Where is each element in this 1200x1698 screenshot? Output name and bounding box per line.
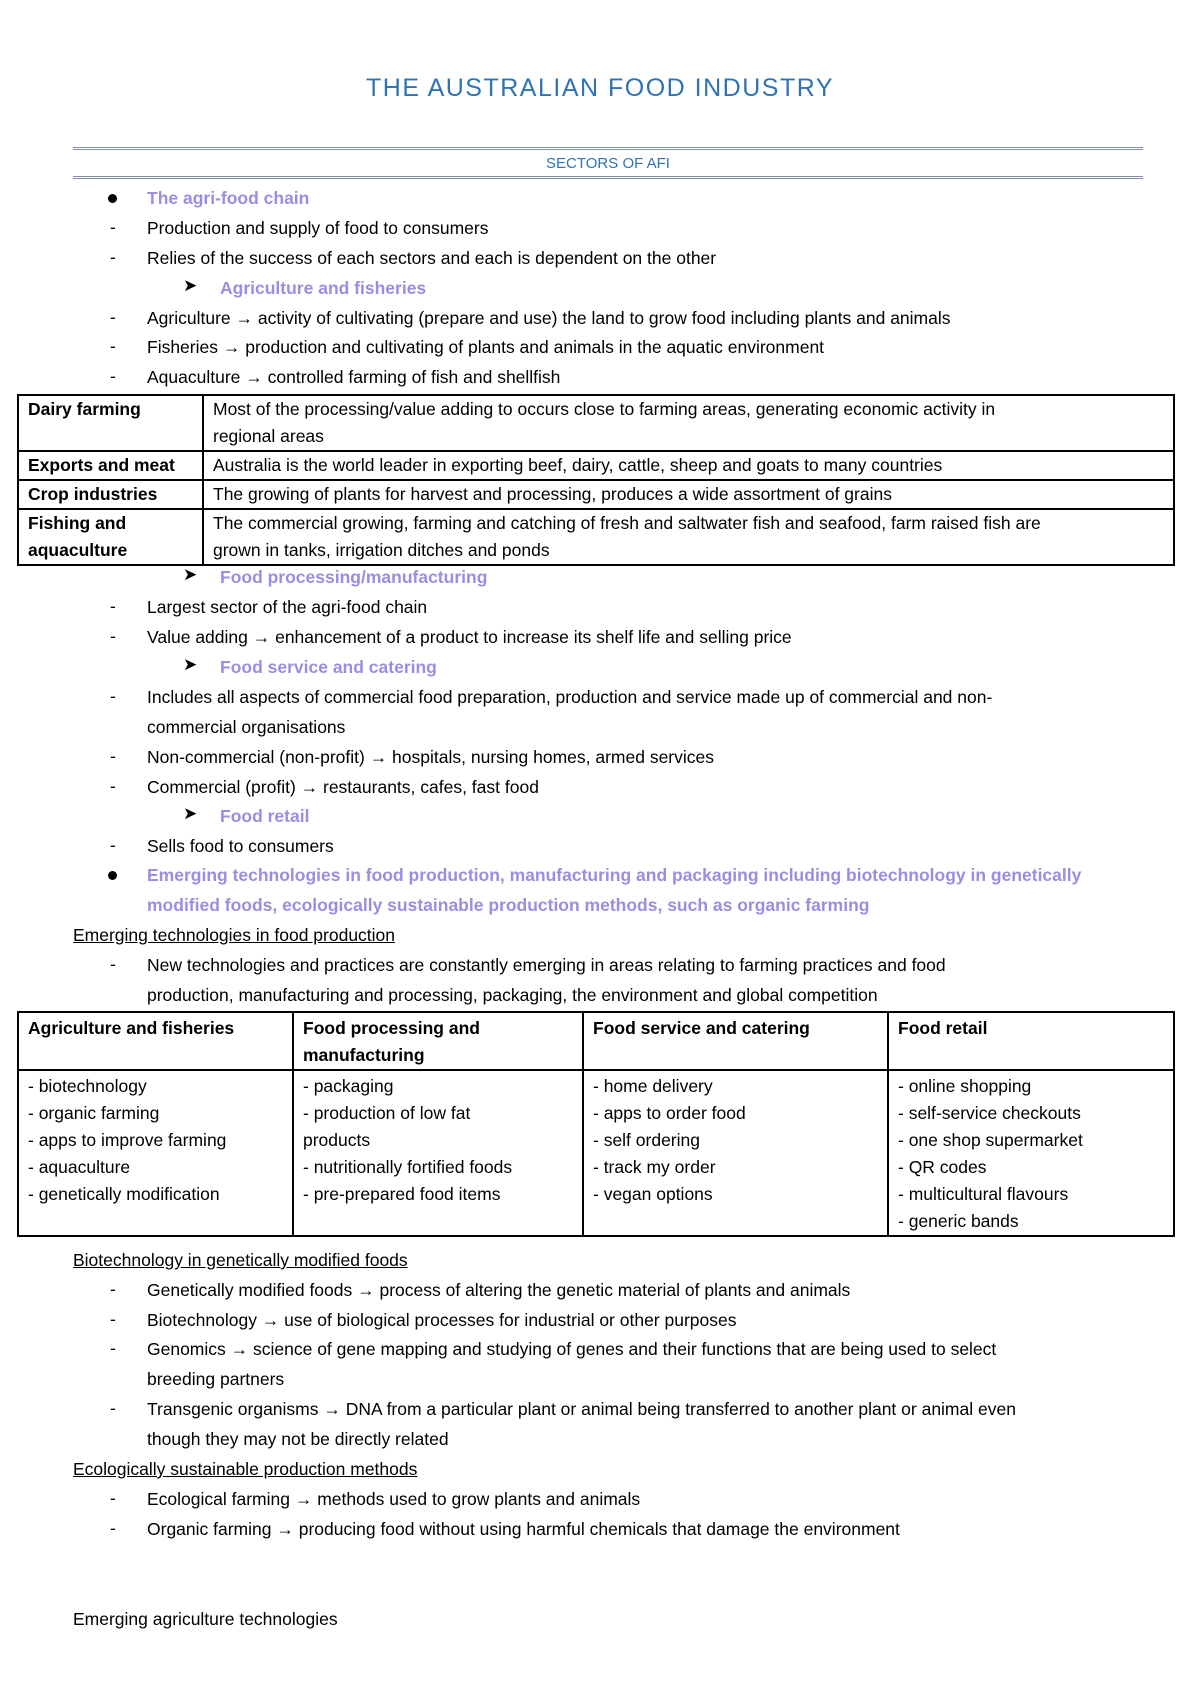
dash-icon: -	[110, 1518, 116, 1538]
table-cell-term: Fishing and aquaculture	[18, 509, 203, 565]
dash-icon: -	[110, 835, 116, 855]
table-row	[18, 1070, 1174, 1236]
table-row	[18, 395, 1174, 451]
table-cell: - packaging - production of low fat products - nutritionally fortified foods - pre-prepared food items	[293, 1070, 583, 1236]
table-header: Food service and catering	[583, 1012, 888, 1070]
list-item: Includes all aspects of commercial food preparation, production and service made up of commercial and non-	[147, 687, 993, 707]
dash-icon: -	[110, 1488, 116, 1508]
table-header: Food processing and manufacturing	[293, 1012, 583, 1070]
table-header: Food retail	[888, 1012, 1174, 1070]
food-service-heading: Food service and catering	[220, 657, 437, 677]
list-item: Sells food to consumers	[147, 836, 334, 856]
bullet-icon	[108, 194, 117, 203]
footer-heading: Emerging agriculture technologies	[73, 1609, 338, 1629]
list-item: Agriculture → activity of cultivating (prepare and use) the land to grow food including plants and animals	[147, 308, 951, 328]
section-heading: SECTORS OF AFI	[546, 155, 670, 172]
agri-food-chain-heading: The agri-food chain	[147, 188, 310, 208]
table-cell-desc: Most of the processing/value adding to occurs close to farming areas, generating economic activity in regional areas	[203, 395, 1174, 451]
table-cell: - home delivery - apps to order food - self ordering - track my order - vegan options	[583, 1070, 888, 1236]
dash-icon: -	[110, 626, 116, 646]
list-item: Genetically modified foods → process of altering the genetic material of plants and animals	[147, 1280, 851, 1300]
arrowhead-bullet-icon: ➤	[183, 655, 198, 674]
list-item: Fisheries → production and cultivating of plants and animals in the aquatic environment	[147, 337, 825, 357]
dash-icon: -	[110, 1338, 116, 1358]
dash-icon: -	[110, 1279, 116, 1299]
list-item: Value adding → enhancement of a product to increase its shelf life and selling price	[147, 627, 792, 647]
biotech-subheading: Biotechnology in genetically modified foods	[73, 1250, 408, 1270]
food-processing-heading: Food processing/manufacturing	[220, 567, 488, 587]
agriculture-sectors-table	[17, 394, 1175, 566]
document-title: THE AUSTRALIAN FOOD INDUSTRY	[366, 74, 834, 102]
table-cell-term: Exports and meat	[18, 451, 203, 480]
emerging-technologies-table	[17, 1011, 1175, 1237]
list-item: Non-commercial (non-profit) → hospitals, nursing homes, armed services	[147, 747, 715, 767]
table-cell-desc: The commercial growing, farming and catching of fresh and saltwater fish and seafood, farm raised fish are grown in tanks, irrigation ditches and ponds	[203, 509, 1174, 565]
dash-icon: -	[110, 954, 116, 974]
list-item-continuation: breeding partners	[147, 1369, 285, 1389]
heading-rule-bottom	[73, 176, 1143, 179]
bullet-icon	[108, 871, 117, 880]
dash-icon: -	[110, 217, 116, 237]
dash-icon: -	[110, 746, 116, 766]
list-item: Production and supply of food to consumers	[147, 218, 489, 238]
list-item: New technologies and practices are constantly emerging in areas relating to farming practices and food	[147, 955, 946, 975]
list-item-continuation: though they may not be directly related	[147, 1429, 449, 1449]
emerging-heading: Emerging technologies in food production, manufacturing and packaging including biotechnology in genetically	[147, 865, 1082, 885]
dash-icon: -	[110, 1309, 116, 1329]
list-item: Relies of the success of each sectors and each is dependent on the other	[147, 248, 717, 268]
eco-subheading: Ecologically sustainable production methods	[73, 1459, 418, 1479]
food-retail-heading: Food retail	[220, 806, 310, 826]
table-row	[18, 451, 1174, 480]
heading-rule-top	[73, 147, 1143, 150]
table-row	[18, 509, 1174, 565]
list-item: Aquaculture → controlled farming of fish and shellfish	[147, 367, 561, 387]
dash-icon: -	[110, 307, 116, 327]
table-row	[18, 480, 1174, 509]
list-item: Organic farming → producing food without using harmful chemicals that damage the environment	[147, 1519, 900, 1539]
table-cell-desc: The growing of plants for harvest and processing, produces a wide assortment of grains	[203, 480, 1174, 509]
table-cell-term: Crop industries	[18, 480, 203, 509]
table-header-row	[18, 1012, 1174, 1070]
emerging-subheading: Emerging technologies in food production	[73, 925, 396, 945]
arrowhead-bullet-icon: ➤	[183, 565, 198, 584]
dash-icon: -	[110, 686, 116, 706]
list-item: Transgenic organisms → DNA from a particular plant or animal being transferred to another plant or animal even	[147, 1399, 1016, 1419]
table-cell: - online shopping - self-service checkouts - one shop supermarket - QR codes - multicultural flavours - generic bands	[888, 1070, 1174, 1236]
table-header: Agriculture and fisheries	[18, 1012, 293, 1070]
list-item: Genomics → science of gene mapping and studying of genes and their functions that are being used to select	[147, 1339, 997, 1359]
dash-icon: -	[110, 776, 116, 796]
agriculture-fisheries-heading: Agriculture and fisheries	[220, 278, 427, 298]
list-item: Biotechnology → use of biological processes for industrial or other purposes	[147, 1310, 737, 1330]
table-cell: - biotechnology - organic farming - apps to improve farming - aquaculture - genetically modification	[18, 1070, 293, 1236]
list-item: Commercial (profit) → restaurants, cafes, fast food	[147, 777, 539, 797]
emerging-heading-continuation: modified foods, ecologically sustainable production methods, such as organic farming	[147, 895, 870, 915]
list-item-continuation: commercial organisations	[147, 717, 346, 737]
dash-icon: -	[110, 1398, 116, 1418]
arrowhead-bullet-icon: ➤	[183, 276, 198, 295]
table-cell-desc: Australia is the world leader in exporting beef, dairy, cattle, sheep and goats to many countries	[203, 451, 1174, 480]
arrowhead-bullet-icon: ➤	[183, 804, 198, 823]
dash-icon: -	[110, 596, 116, 616]
dash-icon: -	[110, 336, 116, 356]
list-item: Ecological farming → methods used to grow plants and animals	[147, 1489, 641, 1509]
dash-icon: -	[110, 366, 116, 386]
list-item: Largest sector of the agri-food chain	[147, 597, 428, 617]
list-item-continuation: production, manufacturing and processing, packaging, the environment and global competition	[147, 985, 878, 1005]
dash-icon: -	[110, 247, 116, 267]
table-cell-term: Dairy farming	[18, 395, 203, 451]
